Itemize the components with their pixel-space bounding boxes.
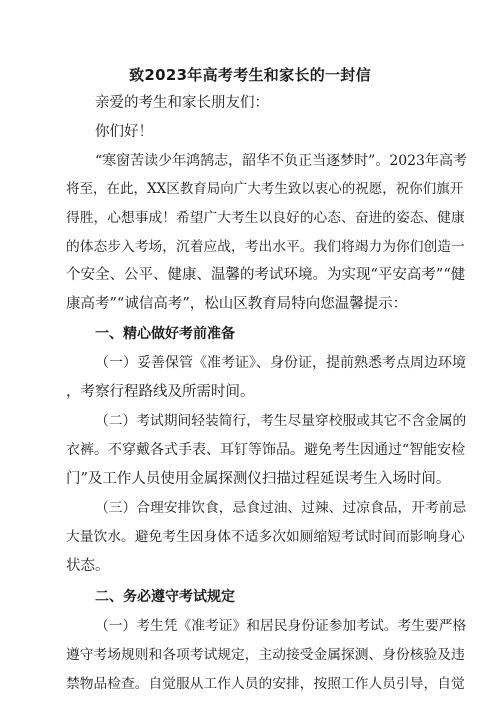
letter-title: 致2023年高考考生和家长的一封信	[129, 66, 371, 84]
section-1-item-2-line-3: 门”及工作人员使用金属探测仪扫描过程延误考生入场时间。	[66, 471, 451, 487]
section-2-item-1-line-3: 禁物品检查。自觉服从工作人员的安排，按照工作人员引导，自觉	[66, 676, 465, 692]
intro-line-2: 将至，在此，XX区教育局向广大考生致以衷心的祝愿，祝你们旗开	[66, 181, 464, 197]
section-1-item-2-line-2: 衣裤。不穿戴各式手表、耳钉等饰品。避免考生因通过“智能安检	[66, 442, 466, 458]
intro-line-6: 康高考”“诚信高考”，松山区教育局特向您温馨提示：	[66, 296, 408, 312]
section-1-item-3-line-2: 大量饮水。避免考生因身体不适多次如厕缩短考试时间而影响身心	[66, 529, 465, 545]
section-1-item-3-line-3: 状态。	[66, 558, 110, 574]
section-1-heading: 一、精心做好考前准备	[95, 326, 235, 342]
section-2-heading: 二、务必遵守考试规定	[95, 589, 235, 605]
intro-line-4: 的体态步入考场，沉着应战，考出水平。我们将竭力为你们创造一	[66, 239, 465, 255]
section-2-item-1-line-1: （一）考生凭《准考证》和居民身份证参加考试。考生要严格	[95, 618, 467, 634]
section-1-item-1-line-2: ，考察行程路线及所需时间。	[66, 384, 255, 400]
section-1-item-3-line-1: （三）合理安排饮食，忌食过油、过辣、过凉食品，开考前忌	[95, 500, 467, 516]
intro-line-5: 个安全、公平、健康、温馨的考试环境。为实现“平安高考”“健	[66, 267, 466, 283]
section-1-item-1-line-1: （一）妥善保管《准考证》、身份证，提前熟悉考点周边环境	[95, 355, 466, 371]
hello-line: 你们好！	[95, 124, 153, 140]
intro-line-1: “寒窗苦读少年鸿鹄志，韶华不负正当逐梦时”。2023年高考	[95, 153, 467, 169]
section-2-item-1-line-2: 遵守考场规则和各项考试规定，主动接受金属探测、身份核验及违	[66, 647, 465, 663]
greeting: 亲爱的考生和家长朋友们：	[95, 95, 269, 111]
intro-line-3: 得胜，心想事成！希望广大考生以良好的心态、奋进的姿态、健康	[66, 210, 465, 226]
section-1-item-2-line-1: （二）考试期间轻装简行，考生尽量穿校服或其它不含金属的	[95, 413, 467, 429]
